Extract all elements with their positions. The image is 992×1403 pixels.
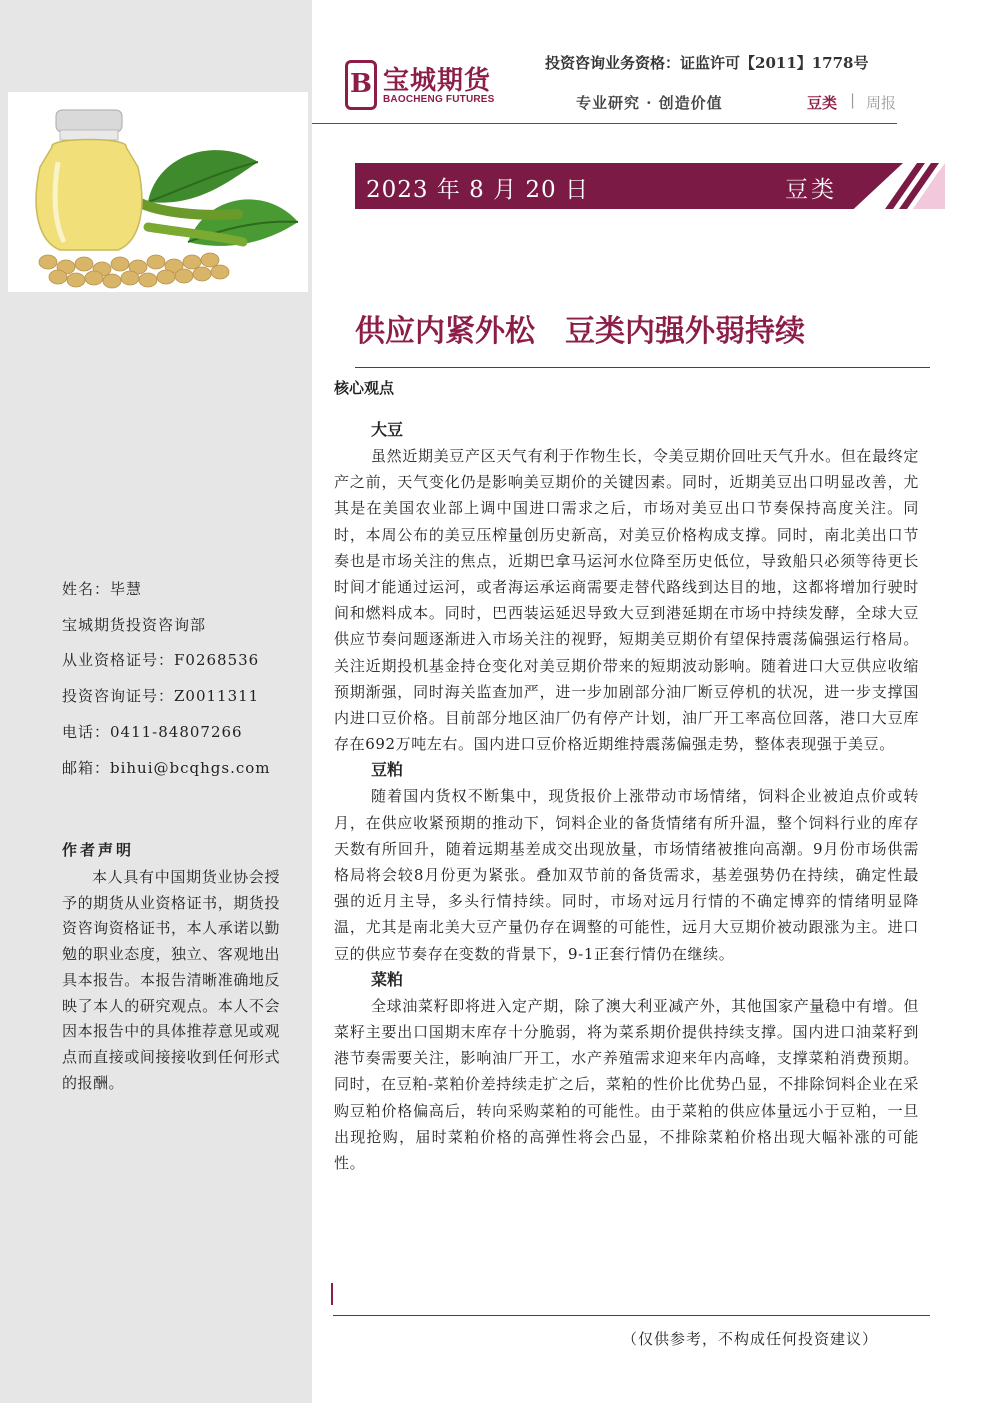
report-date: 2023 年 8 月 20 日: [366, 177, 589, 203]
slogan: 专业研究 · 创造价值: [576, 94, 723, 112]
author-email: 邮箱：bihui@bcqhgs.com: [62, 758, 271, 777]
report-title: 供应内紧外松 豆类内强外弱持续: [355, 314, 805, 349]
section-rapeseed-meal: [334, 967, 919, 1176]
core-views-label: 核心观点: [334, 379, 395, 397]
section-body: 随着国内货权不断集中，现货报价上涨带动市场情绪，饲料企业被迫点价或转月，在供应收紧预期的推动下，饲料企业的备货情绪有所升温，整个饲料行业的库存天数有所回升，随着远期基差成交出现放量，市场情绪被推向高潮。9月份市场供需格局将会较8月份更为紧张。叠加双节前的备货需求，基差强势仍在持续，确定性最强的近月主导，多头行情持续。同时，市场对远月行情的不确定博弈的情绪明显降温，尤其是南北美大豆产量仍存在调整的可能性，远月大豆期价被动跟涨为主。进口豆的供应节奏存在变数的背景下，9-1正套行情仍在继续。: [334, 787, 919, 963]
company-logo: [345, 60, 507, 110]
section-soybean: [334, 417, 919, 757]
declaration-title: 作者声明: [62, 841, 135, 859]
banner-stripes: [855, 163, 945, 209]
author-department: 宝城期货投资咨询部: [62, 615, 207, 634]
footer-accent: [331, 1283, 333, 1305]
section-heading: 大豆: [371, 420, 404, 439]
title-divider: [355, 367, 930, 368]
section-body: 虽然近期美豆产区天气有利于作物生长，令美豆期价回吐天气升水。但在最终定产之前，天气变化仍是影响美豆期价的关键因素。同时，近期美豆出口明显改善，尤其是在美国农业部上调中国进口需求之后，市场对美豆出口节奏保持高度关注。同时，本周公布的美豆压榨量创历史新高，对美豆价格构成支撑。同时，南北美出口节奏也是市场关注的焦点，近期巴拿马运河水位降至历史低位，导致船只必须等待更长时间才能通过运河，或者海运承运商需要走替代路线到达目的地，这都将增加行驶时间和燃料成本。同时，巴西装运延迟导致大豆到港延期在市场中持续发酵，全球大豆供应节奏问题逐渐进入市场关注的视野，短期美豆期价有望保持震荡偏强运行格局。关注近期投机基金持仓变化对美豆期价带来的短期波动影响。随着进口大豆供应收缩预期渐强，同时海关监查加严，进一步加剧部分油厂断豆停机的状况，进一步支撑国内进口豆价格。目前部分地区油厂仍有停产计划，油厂开工率高位回落，港口大豆库存在692万吨左右。国内进口豆价格近期维持震荡偏强走势，整体表现强于美豆。: [334, 447, 919, 754]
qualification-cert: 从业资格证号：F0268536: [62, 651, 260, 670]
author-phone: 电话：0411-84807266: [62, 722, 243, 741]
footer-divider: [333, 1315, 930, 1316]
section-heading: 菜粕: [371, 969, 404, 989]
investment-cert: 投资咨询证号：Z0011311: [62, 687, 260, 706]
logo-chinese-name: 宝城期货: [383, 66, 492, 96]
license-text: 投资咨询业务资格：证监许可【2011】1778号: [545, 54, 869, 72]
header-category: 豆类: [807, 94, 838, 112]
section-body: 全球油菜籽即将进入定产期，除了澳大利亚减产外，其他国家产量稳中有增。但菜籽主要出口国期末库存十分脆弱，将为菜系期价提供持续支撑。国内进口油菜籽到港节奏需要关注，影响油厂开工，水产养殖需求迎来年内高峰，支撑菜粕消费预期。同时，在豆粕-菜粕价差持续走扩之后，菜粕的性价比优势凸显，不排除饲料企业在采购豆粕价格偏高后，转向采购菜粕的可能性。由于菜粕的供应体量远小于豆粕，一旦出现抢购，届时菜粕价格的高弹性将会凸显，不排除菜粕价格出现大幅补涨的可能性。: [334, 996, 919, 1173]
author-info: [62, 572, 302, 786]
header-divider: [312, 123, 897, 124]
report-content: [334, 417, 919, 1176]
banner-category: 豆类: [785, 177, 837, 203]
header-separator: |: [850, 91, 856, 109]
logo-english-name: BAOCHENG FUTURES: [383, 94, 495, 105]
author-name: 姓名：毕慧: [62, 580, 143, 598]
report-type: 周报: [866, 94, 897, 112]
declaration-text: 本人具有中国期货业协会授予的期货从业资格证书，期货投资咨询资格证书，本人承诺以勤勉的职业态度，独立、客观地出具本报告。本报告清晰准确地反映了本人的研究观点。本人不会因本报告中的具体推荐意见或观点而直接或间接接收到任何形式的报酬。: [62, 868, 280, 1092]
disclaimer: （仅供参考，不构成任何投资建议）: [622, 1330, 879, 1348]
logo-mark: B: [345, 60, 377, 110]
section-soymeal: [334, 757, 919, 966]
section-heading: 豆粕: [371, 760, 404, 780]
soybean-oil-photo: [8, 92, 308, 292]
